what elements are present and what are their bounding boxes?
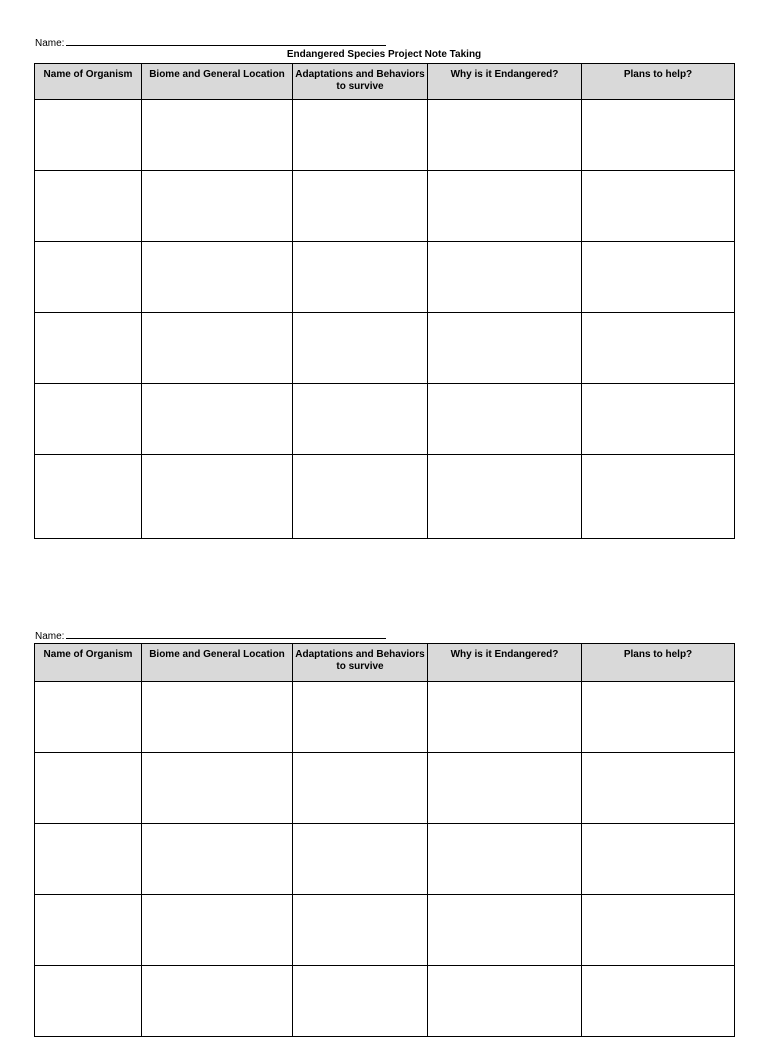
- table-cell[interactable]: [293, 313, 428, 384]
- column-header-biome: Biome and General Location: [142, 644, 293, 682]
- table-cell[interactable]: [142, 455, 293, 539]
- name-field[interactable]: [66, 629, 386, 639]
- table-cell[interactable]: [142, 242, 293, 313]
- table-row: [35, 171, 735, 242]
- table-cell[interactable]: [142, 753, 293, 824]
- table-cell[interactable]: [582, 682, 735, 753]
- table-row: [35, 895, 735, 966]
- table-cell[interactable]: [35, 100, 142, 171]
- table-cell[interactable]: [293, 895, 428, 966]
- note-taking-table: [34, 63, 735, 539]
- table-cell[interactable]: [35, 682, 142, 753]
- name-label: Name:: [35, 38, 65, 49]
- column-header-biome: Biome and General Location: [142, 64, 293, 100]
- table-cell[interactable]: [142, 966, 293, 1037]
- column-header-plans: Plans to help?: [582, 644, 735, 682]
- table-row: [35, 753, 735, 824]
- note-taking-table: [34, 643, 735, 1037]
- table-cell[interactable]: [428, 682, 582, 753]
- table-cell[interactable]: [582, 242, 735, 313]
- table-cell[interactable]: [428, 171, 582, 242]
- table-cell[interactable]: [293, 242, 428, 313]
- table-cell[interactable]: [428, 100, 582, 171]
- table-cell[interactable]: [142, 384, 293, 455]
- table-cell[interactable]: [582, 384, 735, 455]
- table-cell[interactable]: [582, 895, 735, 966]
- column-header-adaptations: Adaptations and Behaviors to survive: [293, 644, 428, 682]
- name-line: [35, 36, 386, 50]
- header-row: [35, 64, 735, 100]
- table-cell[interactable]: [293, 753, 428, 824]
- table-row: [35, 966, 735, 1037]
- column-header-plans: Plans to help?: [582, 64, 735, 100]
- table-cell[interactable]: [142, 682, 293, 753]
- table-cell[interactable]: [428, 313, 582, 384]
- column-header-endangered: Why is it Endangered?: [428, 644, 582, 682]
- table-row: [35, 682, 735, 753]
- table-cell[interactable]: [582, 966, 735, 1037]
- name-line: [35, 629, 386, 643]
- table-cell[interactable]: [293, 171, 428, 242]
- column-header-organism: Name of Organism: [35, 644, 142, 682]
- table-cell[interactable]: [428, 824, 582, 895]
- table-row: [35, 824, 735, 895]
- table-cell[interactable]: [35, 384, 142, 455]
- name-label: Name:: [35, 631, 65, 642]
- table-cell[interactable]: [35, 455, 142, 539]
- table-cell[interactable]: [35, 753, 142, 824]
- table-cell[interactable]: [293, 455, 428, 539]
- table-row: [35, 455, 735, 539]
- table-cell[interactable]: [142, 824, 293, 895]
- table-cell[interactable]: [35, 824, 142, 895]
- table-cell[interactable]: [293, 966, 428, 1037]
- table-cell[interactable]: [293, 682, 428, 753]
- worksheet-title: Endangered Species Project Note Taking: [286, 49, 482, 60]
- table-cell[interactable]: [428, 753, 582, 824]
- header-row: [35, 644, 735, 682]
- table-cell[interactable]: [35, 242, 142, 313]
- table-cell[interactable]: [35, 313, 142, 384]
- column-header-organism: Name of Organism: [35, 64, 142, 100]
- table-row: [35, 242, 735, 313]
- table-cell[interactable]: [35, 171, 142, 242]
- table-cell[interactable]: [142, 100, 293, 171]
- table-cell[interactable]: [293, 384, 428, 455]
- table-cell[interactable]: [142, 895, 293, 966]
- table-cell[interactable]: [142, 171, 293, 242]
- table-cell[interactable]: [35, 895, 142, 966]
- table-cell[interactable]: [582, 313, 735, 384]
- table-cell[interactable]: [428, 966, 582, 1037]
- table-cell[interactable]: [582, 455, 735, 539]
- table-cell[interactable]: [582, 753, 735, 824]
- table-cell[interactable]: [142, 313, 293, 384]
- table-cell[interactable]: [293, 824, 428, 895]
- table-cell[interactable]: [428, 242, 582, 313]
- table-cell[interactable]: [293, 100, 428, 171]
- table-cell[interactable]: [582, 100, 735, 171]
- table-cell[interactable]: [428, 455, 582, 539]
- column-header-endangered: Why is it Endangered?: [428, 64, 582, 100]
- table-cell[interactable]: [582, 824, 735, 895]
- table-row: [35, 313, 735, 384]
- table-cell[interactable]: [428, 384, 582, 455]
- column-header-adaptations: Adaptations and Behaviors to survive: [293, 64, 428, 100]
- name-field[interactable]: [66, 36, 386, 46]
- table-cell[interactable]: [35, 966, 142, 1037]
- table-cell[interactable]: [582, 171, 735, 242]
- table-row: [35, 384, 735, 455]
- table-row: [35, 100, 735, 171]
- table-cell[interactable]: [428, 895, 582, 966]
